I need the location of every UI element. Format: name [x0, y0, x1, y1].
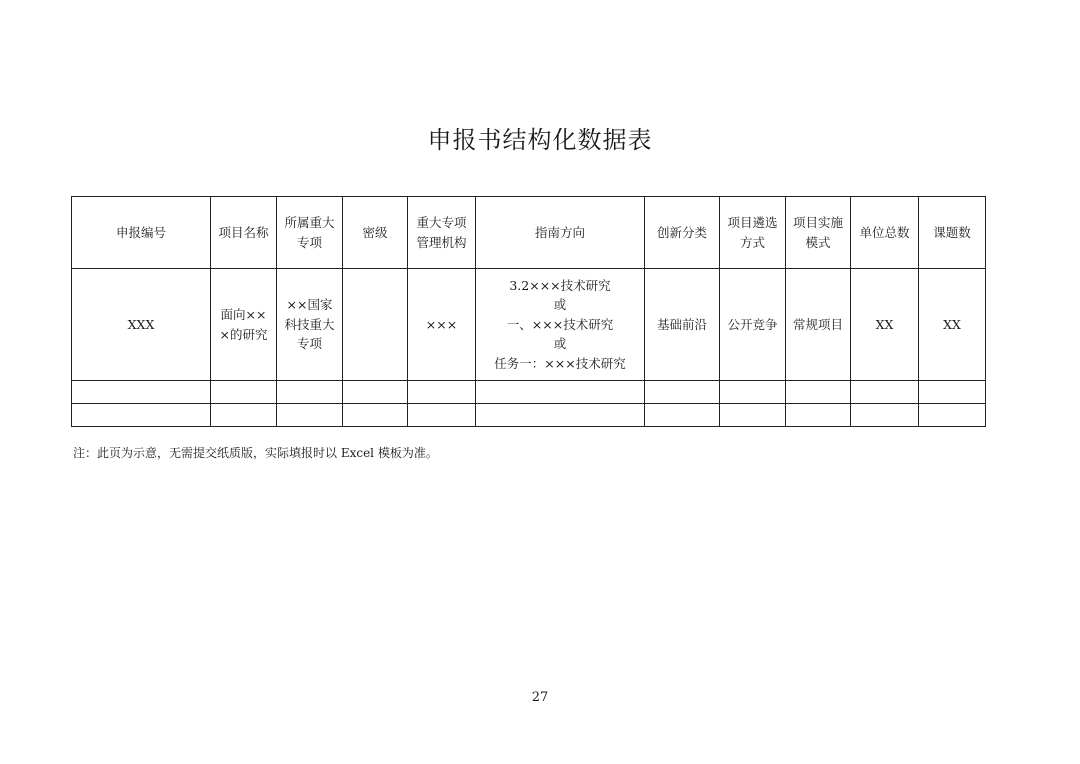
empty-cell	[476, 404, 645, 427]
cell-guide-direction: 3.2×××技术研究 或 一、×××技术研究 或 任务一：×××技术研究	[476, 269, 645, 381]
cell-classification	[343, 269, 408, 381]
empty-cell	[211, 381, 277, 404]
empty-cell	[645, 404, 720, 427]
empty-cell	[645, 381, 720, 404]
cell-selection-method: 公开竞争	[720, 269, 786, 381]
cell-unit-count: XX	[851, 269, 919, 381]
header-classification: 密级	[343, 197, 408, 269]
header-implementation-mode: 项目实施 模式	[786, 197, 851, 269]
cell-innovation-category: 基础前沿	[645, 269, 720, 381]
structured-data-table	[71, 196, 986, 427]
cell-major-project: ××国家 科技重大 专项	[277, 269, 343, 381]
page-number: 27	[531, 690, 549, 705]
header-subject-count: 课题数	[919, 197, 986, 269]
empty-cell	[408, 381, 476, 404]
empty-cell	[720, 404, 786, 427]
empty-table-row	[72, 404, 986, 427]
empty-cell	[786, 404, 851, 427]
empty-cell	[277, 404, 343, 427]
cell-subject-count: XX	[919, 269, 986, 381]
header-row	[72, 197, 986, 269]
page-title: 申报书结构化数据表	[427, 126, 653, 154]
empty-cell	[919, 404, 986, 427]
header-management-agency: 重大专项 管理机构	[408, 197, 476, 269]
empty-table-row	[72, 381, 986, 404]
empty-cell	[851, 381, 919, 404]
header-innovation-category: 创新分类	[645, 197, 720, 269]
header-application-number: 申报编号	[72, 197, 211, 269]
footnote: 注：此页为示意，无需提交纸质版，实际填报时以 Excel 模板为准。	[73, 446, 438, 460]
header-guide-direction: 指南方向	[476, 197, 645, 269]
table-row	[72, 269, 986, 381]
empty-cell	[919, 381, 986, 404]
empty-cell	[72, 404, 211, 427]
header-major-project: 所属重大 专项	[277, 197, 343, 269]
empty-cell	[72, 381, 211, 404]
empty-cell	[277, 381, 343, 404]
empty-cell	[211, 404, 277, 427]
empty-cell	[343, 381, 408, 404]
header-project-name: 项目名称	[211, 197, 277, 269]
cell-management-agency: ×××	[408, 269, 476, 381]
empty-cell	[851, 404, 919, 427]
cell-project-name: 面向×× ×的研究	[211, 269, 277, 381]
empty-cell	[408, 404, 476, 427]
cell-application-number: XXX	[72, 269, 211, 381]
cell-implementation-mode: 常规项目	[786, 269, 851, 381]
empty-cell	[720, 381, 786, 404]
header-selection-method: 项目遴选 方式	[720, 197, 786, 269]
empty-cell	[476, 381, 645, 404]
empty-cell	[343, 404, 408, 427]
empty-cell	[786, 381, 851, 404]
header-unit-count: 单位总数	[851, 197, 919, 269]
